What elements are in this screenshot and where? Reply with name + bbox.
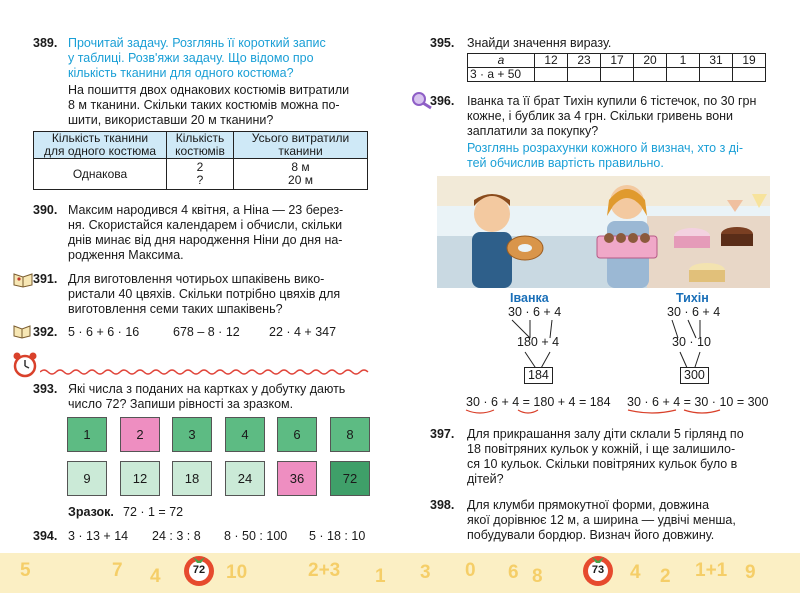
task-389-table xyxy=(33,131,368,190)
tykhin-result: 300 xyxy=(680,367,709,384)
task-398-line-1: Для клумби прямокутної форми, довжина xyxy=(467,498,710,512)
task-389-body-3: шити, використавши 20 м тканини? xyxy=(68,113,274,127)
footer-digit: 0 xyxy=(465,560,476,581)
chain-value: 30 xyxy=(466,395,480,409)
sample-equation: 72 · 1 = 72 xyxy=(123,505,184,519)
ivanka-expression: 30 · 6 + 4 xyxy=(508,305,562,319)
chain-value: 4 xyxy=(673,395,681,409)
task-396-line-1: Іванка та її брат Тихін купили 6 тістечок, по 30 грн xyxy=(467,94,757,108)
ivanka-chain: 30 · 6 + 4 = 180 + 4 = 184 xyxy=(466,395,611,409)
footer-digit: 9 xyxy=(745,562,756,583)
tykhin-expression: 30 · 6 + 4 xyxy=(667,305,721,319)
table-cell-same: Однакова xyxy=(34,159,167,190)
number-card: 12 xyxy=(120,461,160,496)
table-header-count-1: Кількість xyxy=(175,131,225,145)
task-389-intro-1: Прочитай задачу. Розглянь її короткий запис xyxy=(68,36,326,50)
expression: 24 : 3 : 8 xyxy=(152,529,201,543)
number-card: 24 xyxy=(225,461,265,496)
table-header-count-2: костюмів xyxy=(175,144,225,158)
footer-digit: 1+1 xyxy=(695,560,728,581)
tykhin-name: Тихін xyxy=(676,291,709,305)
task-389-body-2: 8 м тканини. Скільки таких костюмів можна по- xyxy=(68,98,340,112)
task-393-line-1: Які числа з поданих на картках у добутку дають xyxy=(68,382,346,396)
chain-value: 300 xyxy=(747,395,769,409)
page-number: 73 xyxy=(591,564,605,576)
table-cell-count-2: ? xyxy=(196,173,204,187)
footer-digit: 5 xyxy=(20,560,31,581)
table-cell-count-1: 2 xyxy=(196,160,204,174)
task-number-396: 396. xyxy=(430,94,455,108)
expression: 3 · 13 + 14 xyxy=(68,529,129,543)
chain-value: 30 xyxy=(627,395,641,409)
task-398-line-2: якої дорівнює 12 м, а ширина — удвічі менша, xyxy=(467,513,736,527)
task-396-hint-2: тей обчислив вартість правильно. xyxy=(467,156,664,170)
table-header-total-1: Усього витратили xyxy=(251,131,350,145)
footer-digit: 8 xyxy=(532,566,543,587)
chain-value: 6 xyxy=(652,395,659,409)
task-396-hint-1: Розглянь розрахунки кожного й визнач, хто з ді- xyxy=(467,141,744,155)
task-396-line-2: кожне, і бублик за 4 грн. Скільки гривень вони xyxy=(467,109,734,123)
tykhin-step: 30 · 10 xyxy=(672,335,711,349)
number-card: 1 xyxy=(67,417,107,452)
table-cell-total-1: 8 м xyxy=(291,160,310,174)
task-number-397: 397. xyxy=(430,427,455,441)
task-397-line-4: дітей? xyxy=(467,472,504,486)
wavy-divider xyxy=(40,368,370,376)
chain-value: 10 xyxy=(719,395,734,409)
footer-digit: 4 xyxy=(150,566,161,587)
chain-value: 4 xyxy=(568,395,576,409)
task-391-line-1: Для виготовлення чотирьох шпаківень вико- xyxy=(68,272,325,286)
number-card: 2 xyxy=(120,417,160,452)
table-row-label: 3 · a + 50 xyxy=(468,68,535,82)
task-395-table xyxy=(467,53,766,82)
ivanka-result: 184 xyxy=(524,367,553,384)
expression: 22 · 4 + 347 xyxy=(269,325,337,339)
expression: 5 · 6 + 6 · 16 xyxy=(68,325,140,339)
task-396-line-3: заплатили за покупку? xyxy=(467,124,599,138)
task-number-391: 391. xyxy=(33,272,58,286)
table-header-total-2: тканини xyxy=(278,144,323,158)
page-number-badge-right xyxy=(580,551,616,587)
table-cell-total-2: 20 м xyxy=(288,173,313,187)
task-number-390: 390. xyxy=(33,203,58,217)
footer-digit: 4 xyxy=(630,562,641,583)
footer-digit: 6 xyxy=(508,562,519,583)
number-card: 18 xyxy=(172,461,212,496)
task-390-line-1: Максим народився 4 квітня, а Ніна — 23 берез- xyxy=(68,203,344,217)
task-397-line-1: Для прикрашання залу діти склали 5 гірлянд по xyxy=(467,427,744,441)
table-header-fabric-1: Кількість тканини xyxy=(51,131,149,145)
task-391-line-3: виготовлення семи таких шпаківень? xyxy=(68,302,283,316)
footer-digit: 2 xyxy=(660,566,671,587)
expression: 8 · 50 : 100 xyxy=(224,529,288,543)
task-398-line-3: побудували бордюр. Визнач його довжину. xyxy=(467,528,715,542)
footer-digit: 1 xyxy=(375,566,386,587)
number-card: 9 xyxy=(67,461,107,496)
number-card: 3 xyxy=(172,417,212,452)
table-header-fabric-2: для одного костюма xyxy=(43,144,156,158)
footer-digit: 3 xyxy=(420,562,431,583)
table-value: 1 xyxy=(667,54,700,68)
table-value: 19 xyxy=(733,54,766,68)
chain-value: 180 xyxy=(533,395,555,409)
ivanka-name: Іванка xyxy=(510,291,549,305)
task-391-line-2: ристали 40 цвяхів. Скільки потрібно цвяхів для xyxy=(68,287,341,301)
task-389-body-1: На пошиття двох однакових костюмів витратили xyxy=(68,83,350,97)
expression: 5 · 18 : 10 xyxy=(309,529,366,543)
task-389-intro-3: кількість тканини для одного костюма? xyxy=(68,66,294,80)
task-397-line-3: ся 10 кульок. Скільки повітряних кульок було в xyxy=(467,457,738,471)
task-397-line-2: 18 повітряних кульок у кожній, і ще залишило- xyxy=(467,442,736,456)
number-card: 4 xyxy=(225,417,265,452)
chain-value: 6 xyxy=(491,395,498,409)
expression: 678 – 8 · 12 xyxy=(173,325,240,339)
table-value: 17 xyxy=(601,54,634,68)
page-number: 72 xyxy=(192,564,206,576)
ivanka-step: 180 + 4 xyxy=(517,335,560,349)
number-card: 72 xyxy=(330,461,370,496)
task-390-line-4: родження Максима. xyxy=(68,248,184,262)
chain-value: 4 xyxy=(512,395,520,409)
number-card: 36 xyxy=(277,461,317,496)
task-number-398: 398. xyxy=(430,498,455,512)
chain-value: 30 xyxy=(694,395,709,409)
table-value: 23 xyxy=(568,54,601,68)
task-number-392: 392. xyxy=(33,325,58,339)
task-number-394: 394. xyxy=(33,529,58,543)
number-card: 6 xyxy=(277,417,317,452)
sample-label: Зразок. xyxy=(68,505,114,519)
bakery-illustration xyxy=(437,176,770,288)
task-390-line-3: днів минає від дня народження Ніни до дня на- xyxy=(68,233,343,247)
table-value: 20 xyxy=(634,54,667,68)
task-390-line-2: ня. Скористайся календарем і обчисли, скільки xyxy=(68,218,343,232)
task-number-389: 389. xyxy=(33,36,58,50)
footer-digit: 2+3 xyxy=(308,560,341,581)
chain-value: 184 xyxy=(589,395,611,409)
book-icon xyxy=(12,323,32,339)
page-number-badge-left xyxy=(181,551,217,587)
footer-digit: 10 xyxy=(226,562,248,583)
table-value: 31 xyxy=(700,54,733,68)
task-393-line-2: число 72? Запиши рівності за зразком. xyxy=(68,397,294,411)
book-icon xyxy=(12,270,34,288)
table-header-a: a xyxy=(468,54,535,68)
table-value: 12 xyxy=(535,54,568,68)
tykhin-chain: 30 · 6 + 4 = 30 · 10 = 300 xyxy=(627,395,769,409)
footer-digit: 7 xyxy=(112,560,123,581)
task-389-intro-2: у таблиці. Розв'яжи задачу. Що відомо про xyxy=(68,51,314,65)
task-number-393: 393. xyxy=(33,382,58,396)
task-395-text: Знайди значення виразу. xyxy=(467,36,612,50)
chain-brackets xyxy=(462,392,772,414)
number-card: 8 xyxy=(330,417,370,452)
alarm-clock-icon xyxy=(10,351,40,379)
task-number-395: 395. xyxy=(430,36,455,50)
